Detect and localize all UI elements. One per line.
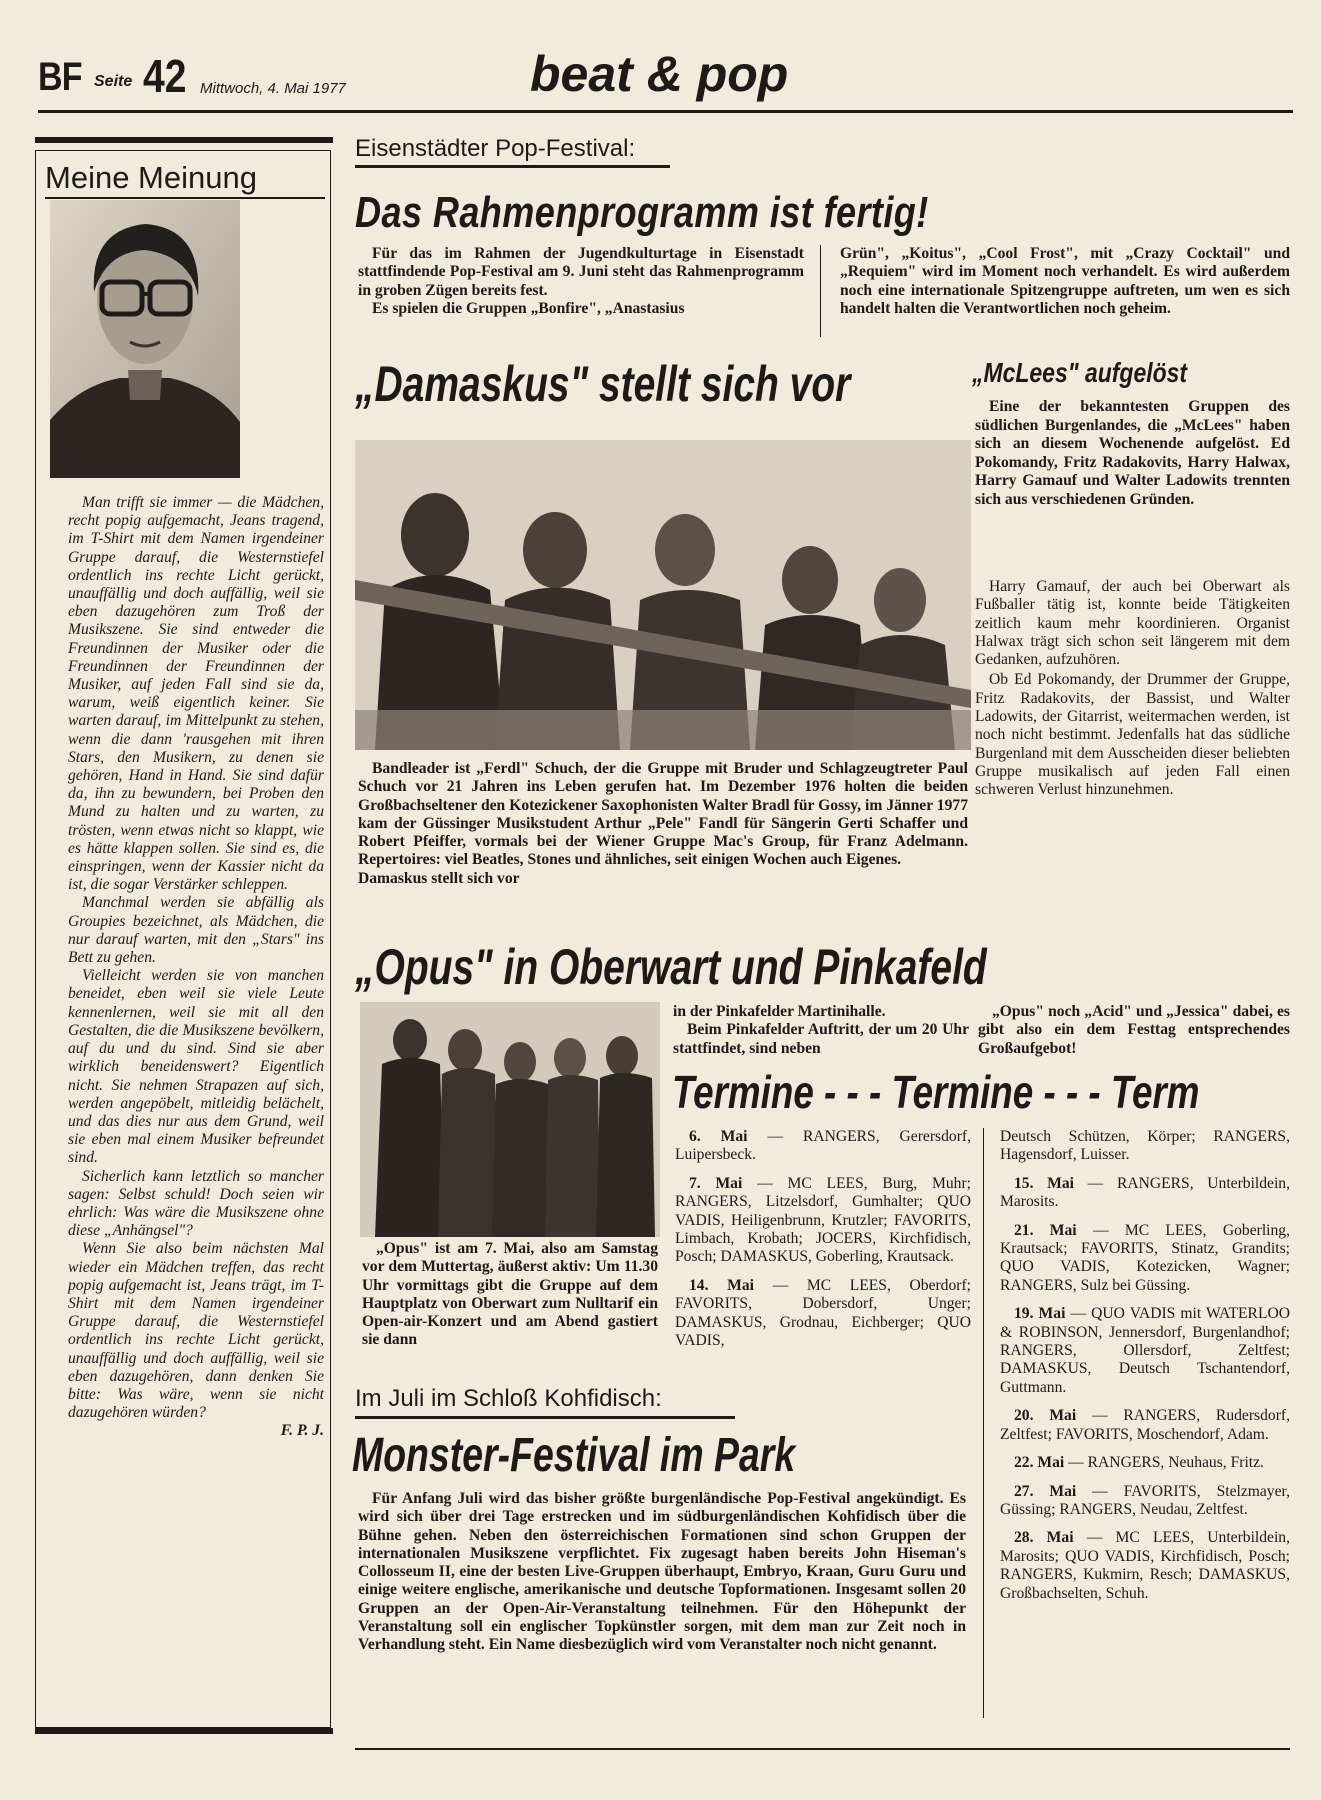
monster-text bbox=[358, 1490, 966, 1655]
damaskus-caption: Damaskus stellt sich vor bbox=[358, 869, 520, 887]
rahmen-text-col2 bbox=[840, 245, 1290, 318]
band-member-1-head bbox=[401, 493, 469, 577]
termine-entry bbox=[1000, 1454, 1290, 1472]
termine-text: — MC LEES, Unterbildein, Marosits; QUO VADIS, Kirchfidisch, Posch; RANGERS, Kukmirn, Resch; DAMASKUS, Großbachselten, Schuh. bbox=[1000, 1529, 1290, 1602]
opus-member-1-body bbox=[375, 1058, 445, 1237]
mclees-lead-paragraph: Eine der bekanntesten Gruppen des südlichen Burgenlandes, die „McLees" haben sich an diesem Wochenende aufgelöst. Ed Pokomandy, Fritz Radakovits, Harry Halwax, Harry Gamauf und Walter Ladowits trennten sich aus verschiedenen Gründen. bbox=[975, 398, 1290, 508]
termine-text: — RANGERS, Unterbildein, Marosits. bbox=[1000, 1174, 1290, 1211]
rahmen-text-col1 bbox=[358, 245, 804, 318]
termine-headline: Termine - - - Termine - - - Term bbox=[672, 1066, 1200, 1118]
termine-entry bbox=[1000, 1222, 1290, 1296]
damaskus-paragraph: Bandleader ist „Ferdl" Schuch, der die Gruppe mit Bruder und Schlagzeugtreter Paul Schuch vor 21 Jahren ins Leben gerufen hat. Im Dezember 1976 holten die beiden Großbachseltener den Kotezickener Saxophonisten Walter Bradl für Gossy, im Jänner 1977 kam der Güssinger Musikstudent Arthur „Pele" Fandl für Sängerin Gerti Schaffer und Robert Pfeiffer, vormals bei der Wiener Gruppe Mac's Group, für Franz Adelmann. Repertoires: viel Beatles, Stones und ähnliches, seit einigen Wochen auch Eigenes. bbox=[358, 760, 968, 869]
opinion-paragraph: Wenn Sie also beim nächsten Mal wieder ein Mädchen treffen, das recht popig aufgemacht ist, Jeans trägt, im T-Shirt mit dem Namen irgendeiner Gruppe darauf, die Westernstiefel ordentlich ins rechte Licht gerückt, unauffällig und doch auffällig, weil sie eben dazugehören, dann denken Sie bitte: Was wäre, wenn sie nicht dazugehören würden? bbox=[68, 1240, 324, 1422]
opus-paragraph: „Opus" noch „Acid" und „Jessica" dabei, es gibt also ein dem Festtag entsprechendes Großaufgebot! bbox=[978, 1003, 1290, 1057]
section-title: beat & pop bbox=[530, 46, 789, 102]
opus-member-5-head bbox=[606, 1036, 638, 1076]
opus-text-col3 bbox=[978, 1003, 1290, 1058]
rahmen-column-rule bbox=[820, 245, 821, 337]
monster-paragraph: Für Anfang Juli wird das bisher größte burgenländische Pop-Festival angekündigt. Es wird sich über drei Tage erstrecken und im südburgenländischen Kohfidisch über die Bühne gehen. Neben den österreichischen Formationen sind schon Gruppen der internationalen Musikszene verpflichtet. Fix zugesagt haben bereits John Hiseman's Collosseum II, eine der besten Live-Gruppen überhaupt, Embryo, Kraan, Guru Guru und einige weitere englische, amerikanische und deutsche Topformationen. Insgesamt sollen 20 Gruppen an der Open-Air-Veranstaltung teilnehmen. Für den Höhepunkt der Veranstaltung soll ein englischer Topkünstler sorgen, mit dem man zur Zeit noch in Verhandlung steht. Ein Name diesbezüglich wird vom Veranstalter noch nicht genannt. bbox=[358, 1490, 966, 1654]
page-number: 42 bbox=[143, 50, 187, 102]
termine-continuation: Deutsch Schützen, Körper; RANGERS, Hagensdorf, Luisser. bbox=[1000, 1128, 1290, 1164]
masthead-logo: BF bbox=[38, 55, 82, 99]
band-member-5-head bbox=[874, 568, 926, 632]
opus-paragraph: in der Pinkafelder Martinihalle. bbox=[673, 1003, 886, 1020]
opinion-signature: F. P. J. bbox=[280, 1422, 324, 1440]
termine-entry bbox=[1000, 1529, 1290, 1603]
opinion-title-rule bbox=[45, 197, 325, 199]
termine-text: — MC LEES, Goberling, Krautsack; FAVORITS, Stinatz, Grandits; QUO VADIS, Kotezicken, Wagner; RANGERS, Sulz bei Güssing. bbox=[1000, 1221, 1290, 1294]
termine-entry bbox=[1000, 1483, 1290, 1520]
mclees-body bbox=[975, 578, 1290, 802]
termine-date: 15. Mai bbox=[1014, 1174, 1075, 1192]
monster-headline: Monster-Festival im Park bbox=[352, 1429, 796, 1482]
opinion-title: Meine Meinung bbox=[45, 160, 257, 195]
mclees-lead bbox=[975, 398, 1290, 509]
opus-text-col1 bbox=[362, 1240, 658, 1350]
mclees-paragraph: Ob Ed Pokomandy, der Drummer der Gruppe, Fritz Radakovits, der Bassist, und Walter Ladowits, der Gitarrist, weitermachen werden, ist noch nicht bestimmt. Jedenfalls hat das südliche Burgenland mit dem Ausscheiden dieser beliebten Gruppe musikalisch auf jeden Fall einen schweren Verlust hinzunehmen. bbox=[975, 671, 1290, 799]
opinion-paragraph: Sicherlich kann letztlich so mancher sagen: Selbst schuld! Doch seien wir ehrlich: Was wäre die Musikszene ohne diese „Anhängsel"? bbox=[68, 1167, 324, 1240]
rahmen-kicker-rule bbox=[355, 165, 670, 168]
opus-paragraph: Beim Pinkafelder Auftritt, der um 20 Uhr stattfindet, sind neben bbox=[673, 1021, 969, 1057]
opus-member-5-body bbox=[596, 1073, 655, 1237]
band-member-2-head bbox=[523, 512, 587, 588]
termine-date: 28. Mai bbox=[1014, 1529, 1074, 1547]
opus-member-1-head bbox=[393, 1019, 427, 1061]
mclees-headline: „McLees" aufgelöst bbox=[972, 357, 1188, 388]
monster-kicker-rule bbox=[355, 1416, 735, 1419]
column-top-rule bbox=[35, 137, 333, 143]
rahmen-headline: Das Rahmenprogramm ist fertig! bbox=[355, 188, 929, 237]
monster-kicker: Im Juli im Schloß Kohfidisch: bbox=[355, 1385, 662, 1412]
band-member-4-head bbox=[782, 546, 838, 614]
author-portrait bbox=[50, 200, 240, 478]
rahmen-kicker: Eisenstädter Pop-Festival: bbox=[355, 135, 636, 162]
portrait-neck bbox=[128, 370, 162, 400]
opus-paragraph: „Opus" ist am 7. Mai, also am Samstag vor dem Muttertag, äußerst aktiv: Um 11.30 Uhr vormittags gibt die Gruppe auf dem Hauptplatz von Oberwart zum Nulltarif ein Open-air-Konzert und am Abend gastiert sie dann bbox=[362, 1240, 658, 1349]
termine-date: 27. Mai bbox=[1014, 1482, 1077, 1500]
termine-entry bbox=[675, 1128, 971, 1165]
mclees-paragraph: Harry Gamauf, der auch bei Oberwart als Fußballer tätig ist, konnte beide Tätigkeiten zeitlich kaum mehr koordinieren. Organist Halwax trägt sich schon seit längerem mit dem Gedanken, aufzuhören. bbox=[975, 578, 1290, 669]
opus-member-2-head bbox=[448, 1029, 482, 1071]
termine-text: — FAVORITS, Stelzmayer, Güssing; RANGERS, Neudau, Zeltfest. bbox=[1000, 1482, 1290, 1518]
rahmen-paragraph: Grün", „Koitus", „Cool Frost", mit „Crazy Cocktail" und „Requiem" wird im Moment noch verhandelt. Es wird außerdem noch eine internationale Spitzengruppe auftreten, um wen es sich handelt halten die Verantwortlichen noch geheim. bbox=[840, 245, 1290, 317]
termine-date: 6. Mai bbox=[689, 1128, 748, 1145]
opus-member-3-head bbox=[504, 1042, 536, 1082]
termine-entry bbox=[1000, 1305, 1290, 1397]
termine-list-left bbox=[675, 1128, 971, 1360]
termine-entry bbox=[675, 1175, 971, 1267]
termine-date: 7. Mai bbox=[689, 1174, 743, 1192]
termine-date: 19. Mai bbox=[1014, 1305, 1066, 1323]
opus-text-col2 bbox=[673, 1003, 969, 1058]
termine-entry bbox=[1000, 1175, 1290, 1212]
termine-column-rule bbox=[983, 1128, 984, 1718]
damaskus-band-photo bbox=[355, 440, 971, 750]
rahmen-paragraph: Es spielen die Gruppen „Bonfire", „Anastasius bbox=[372, 299, 685, 317]
rahmen-paragraph: Für das im Rahmen der Jugendkulturtage in Eisenstadt stattfindende Pop-Festival am 9. Juni steht das Rahmenprogramm in groben Zügen bereits fest. bbox=[358, 245, 804, 299]
termine-text: — MC LEES, Burg, Muhr; RANGERS, Litzelsdorf, Gumhalter; QUO VADIS, Heiligenbrunn, Krutzler; FAVORITS, Limbach, Krobath; JOCERS, Kirchfidisch, Posch; DAMASKUS, Goberling, Krautsack. bbox=[675, 1174, 971, 1266]
band-member-3-head bbox=[655, 514, 715, 586]
termine-text: — QUO VADIS mit WATERLOO & ROBINSON, Jennersdorf, Burgenlandhof; RANGERS, Ollersdorf, Zeltfest; DAMASKUS, Deutsch Tschantendorf, Guttmann. bbox=[1000, 1305, 1290, 1396]
masthead-seite: Seite bbox=[94, 73, 133, 90]
termine-date: 21. Mai bbox=[1014, 1221, 1077, 1239]
termine-text: — MC LEES, Oberdorf; FAVORITS, Dobersdorf, Unger; DAMASKUS, Grodnau, Eichberger; QUO VADIS, bbox=[675, 1276, 971, 1350]
termine-entry bbox=[675, 1277, 971, 1351]
masthead-rule bbox=[38, 110, 1293, 113]
opus-headline: „Opus" in Oberwart und Pinkafeld bbox=[355, 939, 987, 995]
termine-date: 14. Mai bbox=[689, 1276, 754, 1294]
issue-date: Mittwoch, 4. Mai 1977 bbox=[200, 80, 346, 97]
termine-text: — RANGERS, Neuhaus, Fritz. bbox=[1064, 1454, 1264, 1472]
opus-band-photo bbox=[360, 1002, 660, 1237]
opinion-text bbox=[68, 494, 324, 1441]
photo-foreground bbox=[355, 710, 971, 750]
damaskus-text bbox=[358, 760, 968, 888]
termine-text: — RANGERS, Rudersdorf, Zeltfest; FAVORITS, Moschendorf, Adam. bbox=[1000, 1407, 1290, 1443]
column-bottom-rule bbox=[35, 1728, 333, 1734]
damaskus-headline: „Damaskus" stellt sich vor bbox=[355, 356, 851, 412]
opus-member-4-head bbox=[554, 1038, 586, 1078]
bottom-rule bbox=[355, 1748, 1290, 1750]
termine-text: — RANGERS, Gerersdorf, Luipersbeck. bbox=[675, 1128, 971, 1164]
termine-list-right bbox=[1000, 1128, 1290, 1613]
opinion-paragraph: Man trifft sie immer — die Mädchen, recht popig aufgemacht, Jeans tragend, im T-Shirt mit dem Namen irgendeiner Gruppe darauf, die Westernstiefel ordentlich ins rechte Licht gerückt, unauffällig und doch auffällig, weil sie eben dazugehören zum Troß der Musikszene. Sie sind entweder die Freundinnen der Musiker oder die Freundinnen der Freundinnen der Musiker, auf jeden Fall sind sie da, warum, weiß eigentlich keiner. Sie warten darauf, im Mittelpunkt zu stehen, wenn die dann 'rausgehen mit ihren Stars, den Musikern, zu denen sie gehören, Hand in Hand. Sie sind dafür da, ihn zu bewundern, bei Proben den Mund zu halten und zu warten, zu trösten, wenn etwas nicht so klappt, wie es hätte klappen sollen. Sie sind es, die einspringen, wenn der Kassier nicht da ist, die sogar Verstärker schleppen. bbox=[68, 494, 324, 894]
termine-entry bbox=[1000, 1407, 1290, 1444]
termine-date: 22. Mai bbox=[1014, 1454, 1065, 1472]
opinion-paragraph: Vielleicht werden sie von manchen beneidet, eben weil sie viele Leute kennenlernen, weil sie mit all den Gestalten, die die Musikszene bevölkern, auf du und du sind. Sind sie aber wirklich beneidenswert? Eigentlich nicht. Sie nehmen Strapazen auf sich, werden angepöbelt, mitleidig belächelt, und das dies nur aus dem Grund, weil sie eben mal einem Musiker befreundet sind. bbox=[68, 967, 324, 1167]
opinion-paragraph: Manchmal werden sie abfällig als Groupies bezeichnet, als Mädchen, die nur darauf warten, mit den „Stars" ins Bett zu gehen. bbox=[68, 894, 324, 967]
opus-member-4-body bbox=[545, 1075, 600, 1237]
opus-member-3-body bbox=[492, 1079, 552, 1237]
opus-member-2-body bbox=[438, 1068, 498, 1237]
termine-date: 20. Mai bbox=[1014, 1407, 1077, 1425]
